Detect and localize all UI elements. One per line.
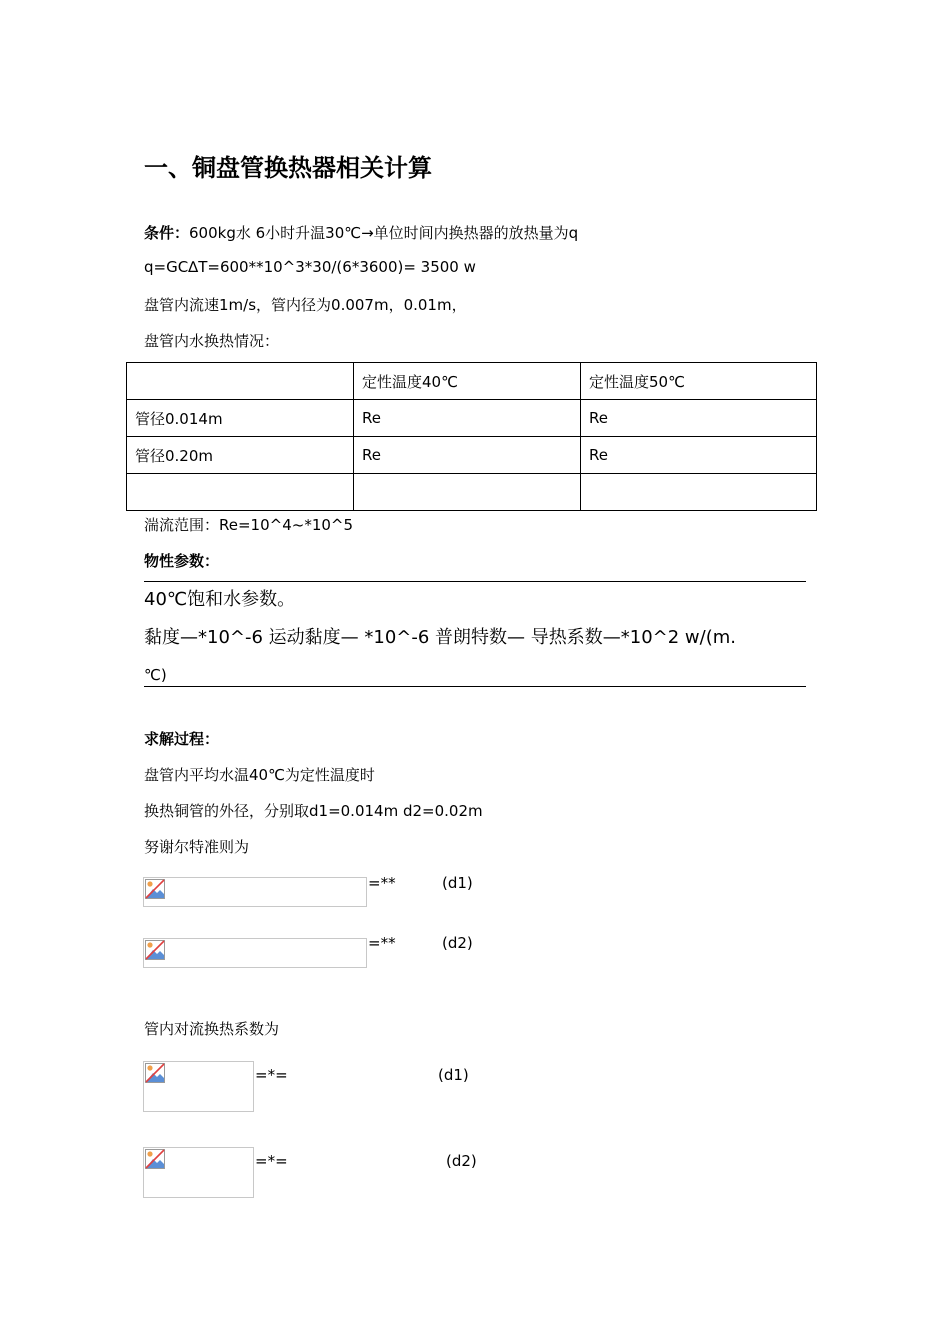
table-cell — [354, 474, 581, 511]
solution-line-4: 管内对流换热系数为 — [144, 1020, 280, 1038]
table-cell — [127, 474, 354, 511]
properties-label: 物性参数： — [144, 552, 220, 570]
equation-image — [143, 877, 367, 907]
table-cell: 管径0.014m — [127, 400, 354, 437]
table-cell: 管径0.20m — [127, 437, 354, 474]
table-header-cell: 定性温度50℃ — [581, 363, 817, 400]
heat-transfer-table — [126, 362, 817, 511]
properties-line-2: 黏度—*10^-6 运动黏度— *10^-6 普朗特数— 导热系数—*10^2 w/(m. — [144, 627, 736, 648]
equation-value: =** — [368, 934, 396, 952]
turbulence-range: 湍流范围：Re=10^4~*10^5 — [144, 516, 354, 534]
table-row — [127, 437, 817, 474]
broken-image-icon — [145, 940, 165, 960]
equation-tag: (d1) — [438, 1066, 469, 1084]
conditions-label: 条件： — [144, 224, 190, 242]
table-header-cell: 定性温度40℃ — [354, 363, 581, 400]
table-header-row — [127, 363, 817, 400]
equation-image — [143, 1147, 254, 1198]
solution-line-3: 努谢尔特准则为 — [144, 838, 250, 856]
table-cell: Re — [581, 400, 817, 437]
bottom-divider — [144, 686, 806, 687]
broken-image-icon — [145, 1149, 165, 1169]
broken-image-icon — [145, 879, 165, 899]
heat-formula: q=GC∆T=600**10^3*30/(6*3600)= 3500 w — [144, 258, 476, 276]
solution-line-1: 盘管内平均水温40℃为定性温度时 — [144, 766, 375, 784]
top-divider — [144, 581, 806, 582]
equation-value: =*= — [255, 1152, 288, 1170]
solution-label: 求解过程： — [144, 730, 220, 748]
page-title: 一、铜盘管换热器相关计算 — [144, 154, 432, 182]
table-cell: Re — [354, 437, 581, 474]
equation-tag: (d2) — [446, 1152, 477, 1170]
conditions-line-1 — [144, 222, 578, 243]
table-cell: Re — [581, 437, 817, 474]
equation-tag: (d1) — [442, 874, 473, 892]
solution-line-2: 换热铜管的外径，分别取d1=0.014m d2=0.02m — [144, 802, 483, 820]
table-cell — [581, 474, 817, 511]
equation-image — [143, 1061, 254, 1112]
equation-tag: (d2) — [442, 934, 473, 952]
table-header-cell — [127, 363, 354, 400]
broken-image-icon — [145, 1063, 165, 1083]
table-cell: Re — [354, 400, 581, 437]
properties-line-1: 40℃饱和水参数。 — [144, 589, 296, 610]
table-row — [127, 400, 817, 437]
equation-value: =** — [368, 874, 396, 892]
equation-image — [143, 938, 367, 968]
properties-line-3: ℃) — [144, 666, 167, 684]
conditions-text: 600kg水 6小时升温30℃→单位时间内换热器的放热量为q — [189, 224, 579, 242]
table-caption: 盘管内水换热情况： — [144, 332, 280, 350]
table-row — [127, 474, 817, 511]
flow-conditions: 盘管内流速1m/s，管内径为0.007m，0.01m， — [144, 296, 467, 314]
equation-value: =*= — [255, 1066, 288, 1084]
